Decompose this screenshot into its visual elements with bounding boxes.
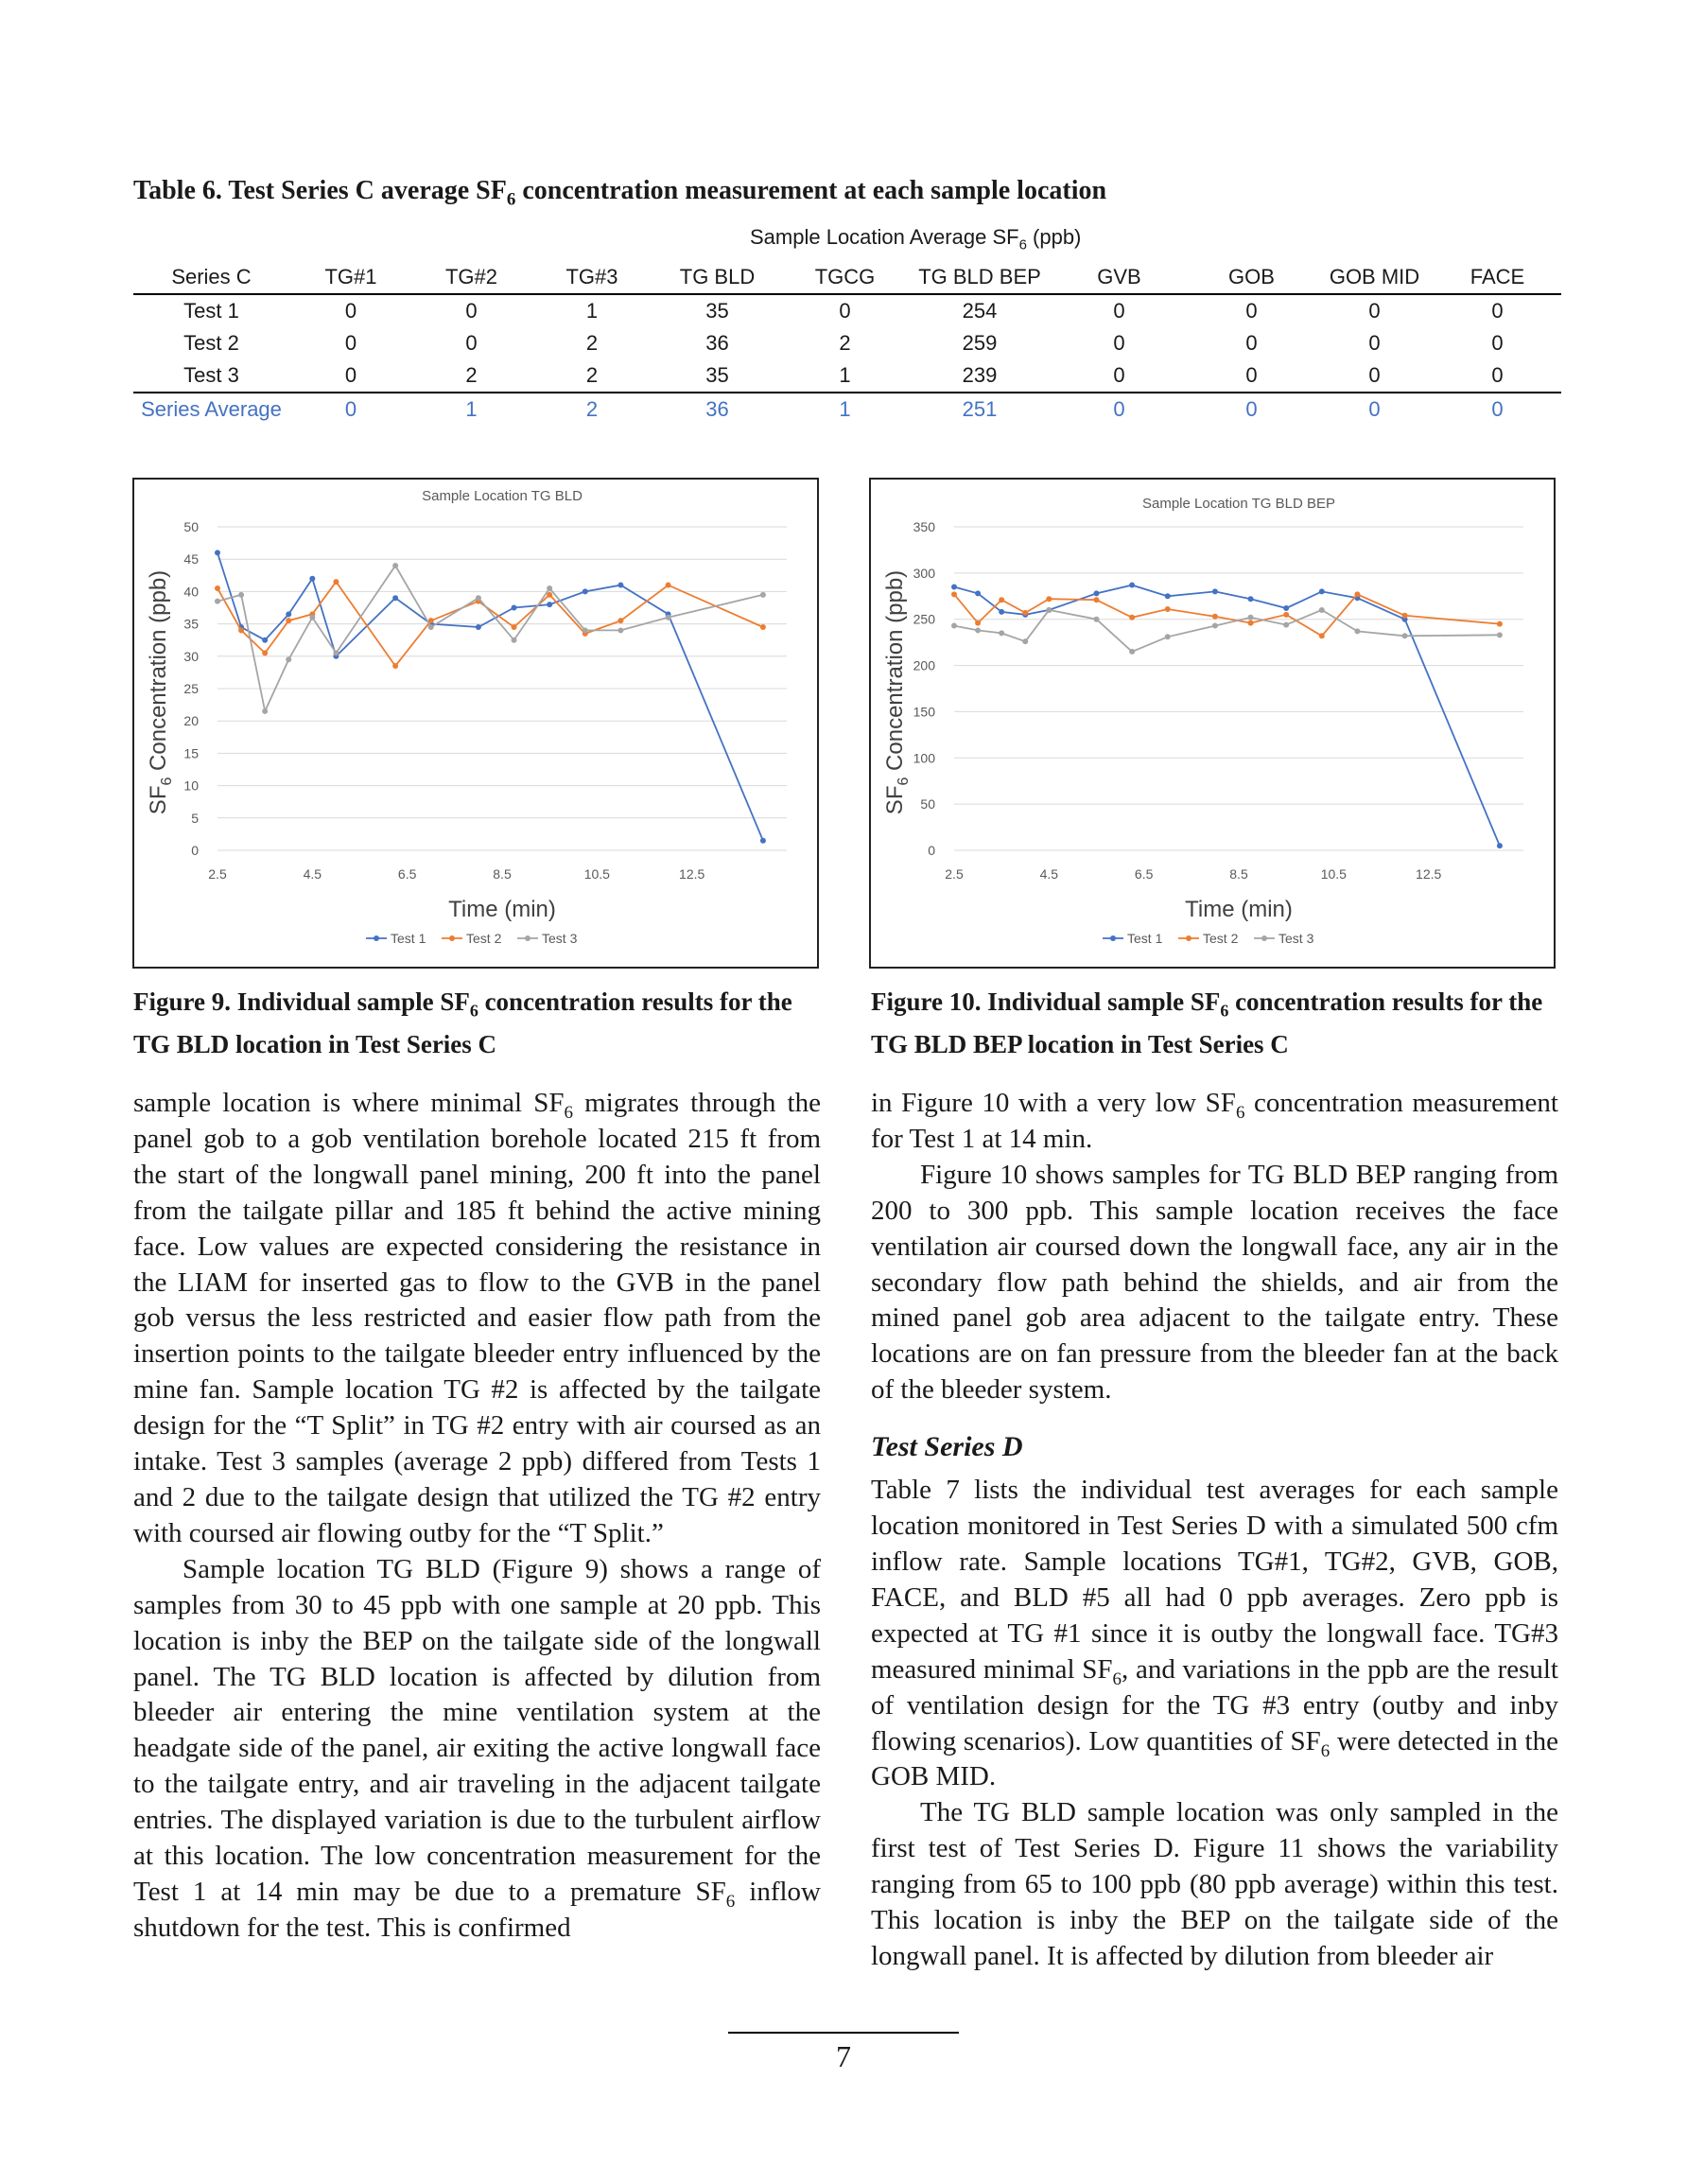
legend-label: Test 3 (542, 931, 578, 946)
table-cell: 251 (962, 397, 998, 421)
data-point (215, 599, 220, 604)
legend-item (1254, 931, 1314, 946)
data-point (975, 590, 981, 596)
data-point (666, 583, 671, 588)
chart-svg (134, 480, 817, 967)
data-point (1319, 607, 1325, 613)
footer-rule (728, 2032, 959, 2034)
legend-label: Test 2 (1203, 931, 1239, 946)
table-cell: 0 (344, 299, 357, 323)
paragraph: Figure 10 shows samples for TG BLD BEP ranging from 200 to 300 ppb. This sample location receives the face ventilation air coursed down the longwall face, any air in the secondary flow path behind the shields, and air from the mined panel gob area adjacent to the tailgate entry. These locations are on fan pressure from the bleeder fan at the back of the bleeder system. (871, 1159, 1558, 1406)
table-cell: 259 (962, 331, 998, 355)
table-cell: 2 (839, 331, 851, 355)
y-tick-label: 0 (191, 843, 199, 858)
x-tick-label: 10.5 (583, 866, 610, 882)
data-point (1129, 615, 1135, 620)
data-point (999, 630, 1004, 636)
data-point (286, 656, 291, 662)
y-tick-label: 0 (928, 843, 935, 858)
y-tick-label: 350 (913, 519, 935, 534)
data-point (428, 624, 434, 630)
table-cell: 0 (344, 397, 357, 421)
data-point (760, 838, 766, 844)
y-tick-label: 20 (183, 713, 199, 729)
x-tick-label: 4.5 (303, 866, 322, 882)
table-header-row (133, 261, 1561, 294)
y-tick-label: 50 (920, 796, 935, 812)
body-column-left (133, 1086, 821, 1947)
data-point (512, 624, 517, 630)
page-number: 7 (836, 2039, 851, 2073)
column-header: FACE (1434, 261, 1561, 294)
x-tick-label: 2.5 (208, 866, 227, 882)
data-point (1283, 612, 1289, 618)
table-cell: 1 (585, 299, 599, 323)
column-header: TG BLD (653, 261, 781, 294)
x-tick-label: 6.5 (1134, 866, 1154, 882)
legend-item (366, 931, 426, 946)
data-point (1094, 617, 1100, 622)
x-tick-label: 12.5 (1416, 866, 1442, 882)
table-cell: 0 (1245, 299, 1258, 323)
column-header: Series C (133, 261, 289, 294)
table-cell: 36 (705, 397, 729, 421)
data-point (760, 624, 766, 630)
data-point (1283, 622, 1289, 628)
table-cell: 35 (705, 299, 729, 323)
data-point (1212, 614, 1218, 620)
table-cell: 0 (839, 299, 851, 323)
series-line-3 (217, 566, 763, 711)
table-cell: Series Average (141, 397, 282, 421)
data-point (512, 638, 517, 643)
y-tick-label: 40 (183, 584, 199, 600)
paragraph: sample location is where minimal $SF_6$ migrates through the panel gob to a gob ventilation borehole located 215 ft from the start of the longwall panel mining, 200 ft into the panel from the tailgate pillar and 185 ft behind the active mining face. Low values are expected considering the resistance in the LIAM for inserted gas to flow to the GVB in the panel gob versus the less restricted and easier flow path from the insertion points to the tailgate bleeder entry influenced by the mine fan. Sample location TG #2 is affected by the tailgate design for the “T Split” in TG #2 entry with air coursed as an intake. Test 3 samples (average 2 ppb) differed from Tests 1 and 2 due to the tailgate design that utilized the TG #2 entry with coursed air flowing outby for the “T Split.” (133, 1088, 821, 1548)
data-point (951, 585, 957, 590)
table-cell: 0 (1245, 397, 1258, 421)
data-point (286, 611, 291, 617)
legend-label: Test 1 (391, 931, 426, 946)
figure-10-caption: Figure 10. Individual sample $SF_6$ concentration results for the TG BLD BEP location in Test Series C (871, 987, 1543, 1059)
table-row (133, 359, 1561, 393)
table-cell: 36 (705, 331, 729, 355)
chart-svg (871, 480, 1554, 967)
data-point (1165, 606, 1171, 612)
legend-label: Test 2 (466, 931, 502, 946)
data-point (1022, 610, 1028, 616)
table-cell: 0 (1113, 397, 1125, 421)
legend-marker (525, 935, 530, 941)
data-point (666, 615, 671, 620)
x-axis-label: Time (min) (448, 897, 556, 922)
table-cell: 0 (1188, 359, 1315, 393)
series-line-1 (217, 552, 763, 840)
x-tick-label: 10.5 (1320, 866, 1347, 882)
data-point (1094, 590, 1100, 596)
data-point (617, 583, 623, 588)
data-point (333, 650, 339, 655)
data-point (476, 624, 481, 630)
data-point (333, 579, 339, 585)
data-point (547, 585, 552, 591)
data-point (1129, 649, 1135, 655)
legend-label: Test 3 (1278, 931, 1314, 946)
data-point (1248, 596, 1254, 602)
legend-item (1178, 931, 1239, 946)
data-point (1165, 593, 1171, 599)
y-tick-label: 200 (913, 657, 935, 673)
column-header: TG BLD BEP (909, 261, 1051, 294)
chart-title: Sample Location TG BLD (422, 488, 583, 504)
data-point (512, 605, 517, 611)
data-point (999, 597, 1004, 603)
legend-marker (449, 935, 455, 941)
y-tick-label: 150 (913, 704, 935, 720)
data-point (1354, 628, 1360, 634)
y-tick-label: 10 (183, 778, 199, 794)
chart-title: Sample Location TG BLD BEP (1142, 496, 1335, 512)
column-header: TG#1 (289, 261, 412, 294)
data-point (951, 623, 957, 629)
table-cell: 0 (1113, 299, 1125, 323)
column-header: TG#2 (412, 261, 530, 294)
data-point (1129, 583, 1135, 588)
table-average-row (133, 393, 1561, 426)
legend-label: Test 1 (1127, 931, 1163, 946)
data-point (760, 592, 766, 598)
data-point (1354, 591, 1360, 597)
data-point (1212, 623, 1218, 629)
table-cell: 0 (465, 331, 478, 355)
column-header: GVB (1051, 261, 1188, 294)
data-point (215, 585, 220, 591)
table-cell: Test 3 (133, 359, 289, 393)
legend-marker (1110, 935, 1116, 941)
legend-item (517, 931, 578, 946)
data-point (1319, 633, 1325, 638)
data-point (392, 663, 398, 669)
data-point (262, 650, 268, 655)
table-cell: 35 (653, 359, 781, 393)
data-point (617, 627, 623, 633)
y-tick-label: 250 (913, 611, 935, 627)
x-tick-label: 6.5 (397, 866, 417, 882)
table-cell: 0 (1491, 299, 1504, 323)
table-cell: 0 (1368, 299, 1381, 323)
y-tick-label: 100 (913, 750, 935, 766)
data-point (238, 592, 244, 598)
y-tick-label: 30 (183, 648, 199, 664)
legend-marker (1261, 935, 1267, 941)
table-cell: 0 (1368, 331, 1381, 355)
paragraph: Sample location TG BLD (Figure 9) shows a range of samples from 30 to 45 ppb with one sample at 20 ppb. This location is inby the BEP on the tailgate side of the longwall panel. The TG BLD location is affected by dilution from bleeder air entering the mine ventilation system at the headgate side of the panel, air exiting the active longwall face to the tailgate entry, and air traveling in the adjacent tailgate entries. The displayed variation is due to the turbulent airflow at this location. The low concentration measurement for the Test 1 at 14 min may be due to a premature $SF_6$ inflow shutdown for the test. This is confirmed (133, 1553, 821, 1943)
section-heading: Test Series D (871, 1431, 1023, 1463)
data-point (1283, 605, 1289, 611)
column-header: TG#3 (530, 261, 653, 294)
data-point (975, 627, 981, 633)
data-point (547, 602, 552, 607)
table-cell: 0 (289, 359, 412, 393)
y-axis-label: $SF_6$ Concentration (ppb) (882, 569, 912, 815)
y-tick-label: 45 (183, 551, 199, 568)
x-axis-label: Time (min) (1185, 897, 1293, 922)
data-point (476, 595, 481, 601)
data-point (951, 591, 957, 597)
data-point (1497, 632, 1503, 638)
figure-10-chart (869, 478, 1556, 969)
y-tick-label: 35 (183, 616, 199, 632)
data-point (1497, 843, 1503, 848)
table-cell: 0 (1491, 397, 1504, 421)
data-point (617, 618, 623, 623)
table-cell: 0 (1051, 359, 1188, 393)
data-point (1497, 621, 1503, 627)
x-tick-label: 8.5 (1229, 866, 1248, 882)
series-line-1 (954, 585, 1500, 847)
table-cell: 239 (909, 359, 1051, 393)
data-point (215, 550, 220, 555)
column-header: GOB MID (1315, 261, 1434, 294)
table-cell: 2 (530, 359, 653, 393)
table-cell: 2 (412, 359, 530, 393)
data-point (286, 618, 291, 623)
table-caption: Table 6. Test Series C average $SF_6$ concentration measurement at each sample location (133, 176, 1107, 210)
data-point (1248, 620, 1254, 626)
legend-marker (374, 935, 379, 941)
table-cell: 1 (839, 397, 851, 421)
data-point (262, 638, 268, 643)
data-point (309, 576, 315, 582)
x-tick-label: 4.5 (1039, 866, 1059, 882)
y-tick-label: 50 (183, 519, 199, 534)
column-header: TGCG (781, 261, 909, 294)
data-point (1046, 596, 1052, 602)
table-cell: 0 (344, 331, 357, 355)
data-point (309, 615, 315, 620)
table-cell: 0 (1491, 331, 1504, 355)
data-point (392, 563, 398, 568)
y-tick-label: 300 (913, 565, 935, 581)
table-cell: 254 (962, 299, 998, 323)
data-point (392, 595, 398, 601)
y-tick-label: 5 (191, 810, 199, 826)
table-cell: 0 (465, 299, 478, 323)
paragraph: in Figure 10 with a very low $SF_6$ concentration measurement for Test 1 at 14 min. (871, 1088, 1558, 1154)
legend-marker (1186, 935, 1191, 941)
table-cell: 1 (781, 359, 909, 393)
table-cell: Test 2 (183, 331, 239, 355)
x-tick-label: 12.5 (679, 866, 705, 882)
table-cell: 1 (465, 397, 478, 421)
paragraph: Table 7 lists the individual test averages for each sample location monitored in Test Series D with a simulated 500 cfm inflow rate. Sample locations TG#1, TG#2, GVB, GOB, FACE, and BLD #5 all had 0 ppb averages. Zero ppb is expected at TG #1 since it is outby the longwall face. TG#3 measured minimal $SF_6$, and variations in the ppb are the result of ventilation design for the TG #3 entry (outby and inby flowing scenarios). Low quantities of $SF_6$ were detected in the GOB MID. (871, 1475, 1558, 1792)
column-header: GOB (1188, 261, 1315, 294)
table-cell: 0 (1368, 397, 1381, 421)
data-point (1094, 597, 1100, 603)
data-point (1165, 634, 1171, 639)
table-row (133, 327, 1561, 359)
series-line-2 (954, 594, 1500, 636)
data-point (583, 627, 588, 633)
data-point (1402, 633, 1408, 638)
data-point (547, 592, 552, 598)
data-point (999, 609, 1004, 615)
y-axis-label: $SF_6$ Concentration (ppb) (146, 569, 175, 815)
table-cell: 2 (585, 397, 599, 421)
body-column-right (871, 1086, 1558, 1975)
y-tick-label: 25 (183, 681, 199, 696)
data-point (262, 708, 268, 714)
table-grid (133, 261, 1561, 426)
data-point (1212, 588, 1218, 594)
data-point (1248, 615, 1254, 620)
x-tick-label: 2.5 (945, 866, 964, 882)
data-point (1046, 607, 1052, 613)
data-point (1319, 588, 1325, 594)
data-point (583, 588, 588, 594)
table-row (133, 294, 1561, 327)
figure-9-caption: Figure 9. Individual sample $SF_6$ concentration results for the TG BLD location in Test Series C (133, 987, 792, 1059)
table-cell: 2 (585, 331, 599, 355)
x-tick-label: 8.5 (493, 866, 512, 882)
table-cell: 0 (1113, 331, 1125, 355)
table-cell: 0 (1245, 331, 1258, 355)
y-tick-label: 15 (183, 745, 199, 761)
table-cell: Test 1 (183, 299, 239, 323)
table-cell: 0 (1434, 359, 1561, 393)
data-point (1022, 638, 1028, 644)
figure-9-chart (132, 478, 819, 969)
data-point (238, 627, 244, 633)
paragraph: The TG BLD sample location was only sampled in the first test of Test Series D. Figure 11 shows the variability ranging from 65 to 100 ppb (80 ppb average) within this test. This location is inby the BEP on the tailgate side of the longwall panel. It is affected by dilution from bleeder air (871, 1797, 1558, 1971)
data-point (1402, 613, 1408, 619)
data-point (975, 620, 981, 626)
legend-item (442, 931, 502, 946)
table-cell: 0 (1315, 359, 1434, 393)
legend-item (1103, 931, 1163, 946)
